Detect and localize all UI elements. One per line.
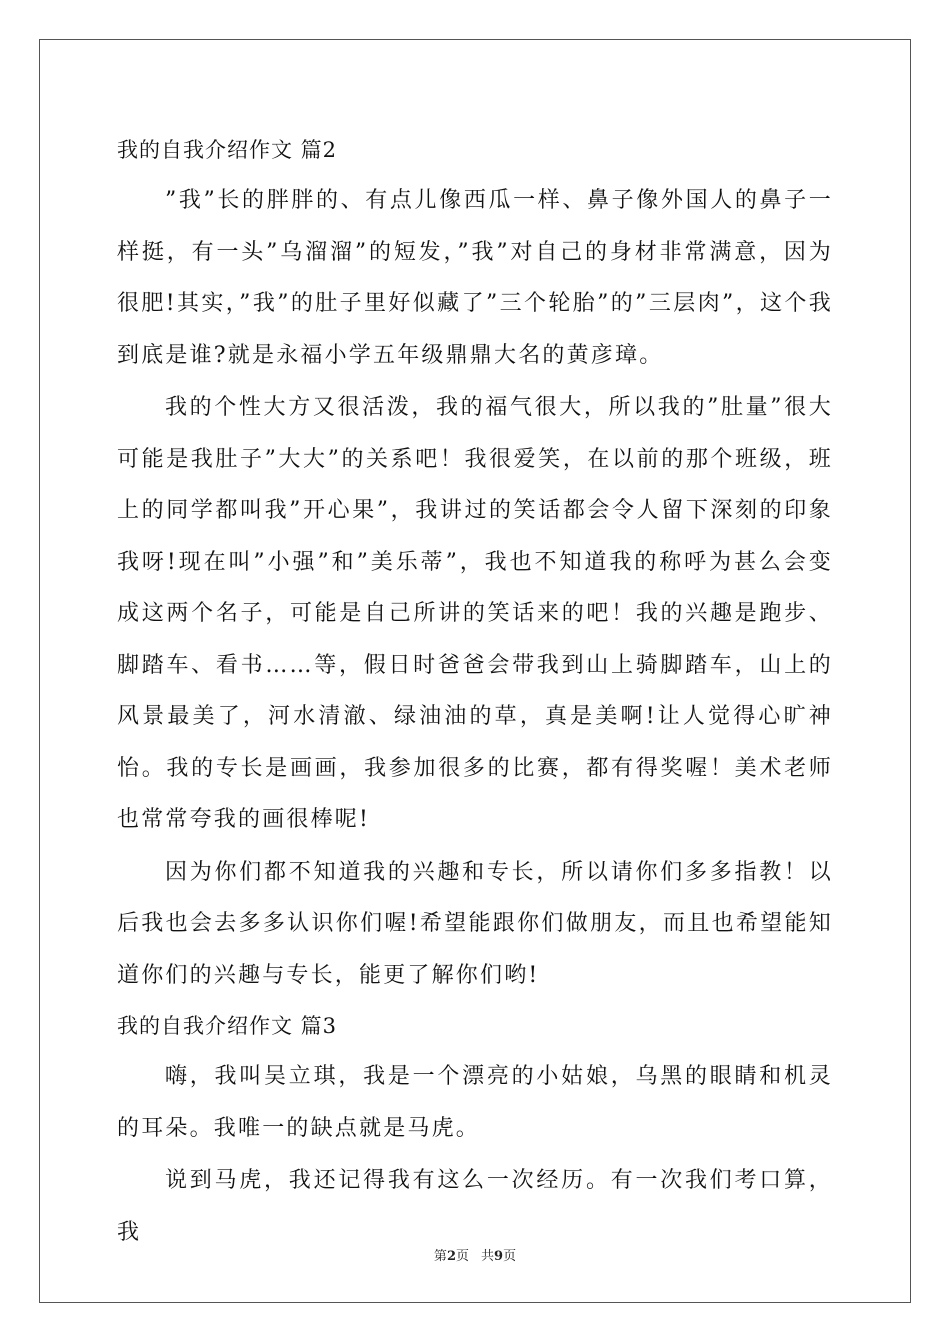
- paragraph: 因为你们都不知道我的兴趣和专长，所以请你们多多指教！以后我也会去多多认识你们喔!希望能跟你们做朋友，而且也希望能知道你们的兴趣与专长，能更了解你们哟!: [117, 859, 833, 988]
- section-heading-2: 我的自我介绍作文 篇2: [117, 138, 338, 162]
- paragraph: 嗨，我叫吴立琪，我是一个漂亮的小姑娘，乌黑的眼睛和机灵的耳朵。我唯一的缺点就是马虎。: [117, 1064, 833, 1141]
- current-page-number: 2: [446, 1249, 456, 1264]
- total-suffix: 页: [503, 1249, 517, 1264]
- document-body: [117, 125, 833, 1258]
- total-prefix: 共: [481, 1249, 495, 1264]
- page-footer: [0, 1245, 950, 1264]
- section-heading-3: 我的自我介绍作文 篇3: [117, 1014, 338, 1038]
- paragraph: ”我”长的胖胖的、有点儿像西瓜一样、鼻子像外国人的鼻子一样挺，有一头”乌溜溜”的短发，”我”对自己的身材非常满意，因为很肥!其实，”我”的肚子里好似藏了”三个轮胎”的”三层肉”，这个我到底是谁?就是永福小学五年级鼎鼎大名的黄彦璋。: [117, 188, 833, 368]
- page-suffix: 页: [455, 1249, 469, 1264]
- page-prefix: 第: [433, 1249, 447, 1264]
- paragraph: 说到马虎，我还记得我有这么一次经历。有一次我们考口算，我: [117, 1168, 833, 1245]
- paragraph: 我的个性大方又很活泼，我的福气很大，所以我的”肚量”很大可能是我肚子”大大”的关系吧！我很爱笑，在以前的那个班级，班上的同学都叫我”开心果”，我讲过的笑话都会令人留下深刻的印象我呀!现在叫”小强”和”美乐蒂”，我也不知道我的称呼为甚么会变成这两个名子，可能是自己所讲的笑话来的吧！我的兴趣是跑步、脚踏车、看书……等，假日时爸爸会带我到山上骑脚踏车，山上的风景最美了，河水清澈、绿油油的草，真是美啊!让人觉得心旷神怡。我的专长是画画，我参加很多的比赛，都有得奖喔！美术老师也常常夸我的画很棒呢!: [117, 395, 833, 832]
- total-page-number: 9: [494, 1249, 504, 1264]
